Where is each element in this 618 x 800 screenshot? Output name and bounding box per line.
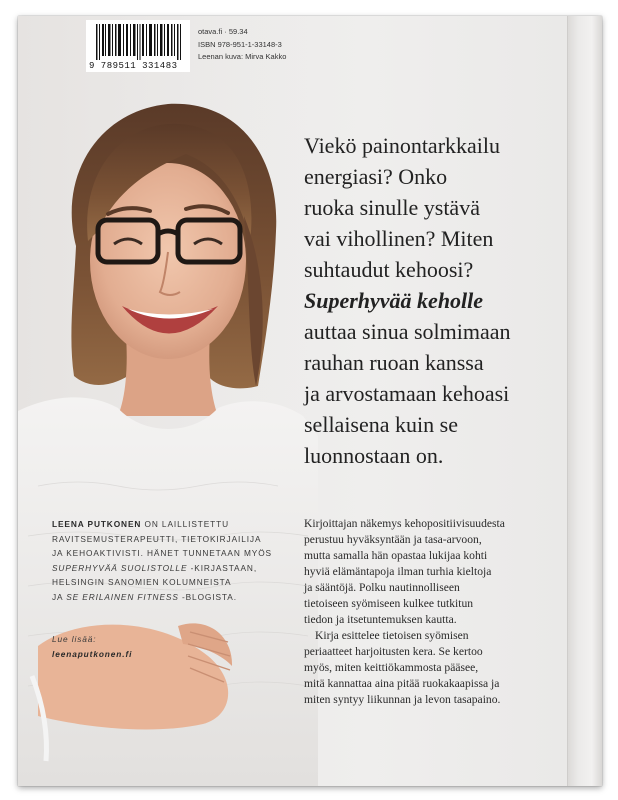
photo-credit: Leenan kuva: Mirva Kakko (198, 52, 287, 61)
headline-line: ruoka sinulle ystävä (304, 195, 480, 220)
description-line: mutta samalla hän opastaa lukijaa kohti (304, 549, 488, 562)
isbn: ISBN 978-951-1-33148-3 (198, 39, 282, 49)
headline-line: sellaisena kuin se (304, 412, 458, 437)
book-back-cover (18, 16, 602, 786)
publisher-site-code: otava.fi · 59.34 (198, 27, 248, 36)
headline-line: auttaa sinua solmimaan (304, 319, 511, 344)
description-line: myös, miten keittiökammosta pääsee, (304, 661, 479, 674)
author-bio-text: -BLOGISTA. (178, 591, 237, 602)
author-website-link[interactable]: leenaputkonen.fi (52, 648, 133, 659)
barcode-number: 9 789511 331483 (89, 61, 178, 71)
description-line: ja sääntöjä. Polku nautinnolliseen (304, 581, 460, 594)
book-title: Superhyvää keholle (304, 288, 484, 313)
description-line: miten syntyy liikunnan ja levon tasapaino. (304, 693, 501, 706)
description-line: tietoiseen syömiseen kulkee tutkitun (304, 597, 474, 610)
author-bio (52, 517, 314, 605)
headline-line: Viekö painontarkkailu (304, 133, 501, 158)
description-line: Kirjoittajan näkemys kehopositiivisuudesta (304, 517, 505, 530)
headline-line: ja arvostamaan kehoasi (304, 381, 510, 406)
author-bio-text: JA (52, 591, 67, 602)
description-text (304, 516, 566, 708)
read-more (52, 632, 132, 661)
barcode (86, 20, 190, 72)
description-line: tiedon ja itsetuntemuksen kautta. (304, 613, 457, 626)
read-more-label: Lue lisää: (52, 634, 97, 644)
blog-name: SE ERILAINEN FITNESS (66, 591, 179, 602)
description-line: mitä kannattaa aina pitää ruokakaapissa ja (304, 677, 500, 690)
description-line: Kirja esittelee tietoisen syömisen (315, 629, 469, 642)
headline-line: rauhan ruoan kanssa (304, 350, 484, 375)
author-bio-line (52, 590, 314, 605)
author-bio-text: ON LAILLISTETTU (141, 519, 229, 529)
headline-line: suhtaudut kehoosi? (304, 257, 474, 282)
author-name: LEENA PUTKONEN (52, 519, 142, 529)
description-line: periaatteet harjoitusten kera. Se kertoo (304, 645, 483, 658)
author-bio-line: JA KEHOAKTIVISTI. HÄNET TUNNETAAN MYÖS (52, 548, 272, 559)
headline-line: luonnostaan on. (304, 443, 444, 468)
publisher-info (198, 26, 286, 64)
description-line: hyviä elämäntapoja ilman turhia kieltoja (304, 565, 492, 578)
author-bio-line (52, 517, 314, 532)
author-photo (18, 16, 318, 786)
author-bio-line: RAVITSEMUSTERAPEUTTI, TIETOKIRJAILIJA (52, 533, 262, 544)
headline-text (304, 130, 594, 471)
headline-line: energiasi? Onko (304, 164, 448, 189)
headline-line: vai vihollinen? Miten (304, 226, 494, 251)
author-bio-line: HELSINGIN SANOMIEN KOLUMNEISTA (52, 577, 232, 588)
previous-book-title: SUPERHYVÄÄ SUOLISTOLLE (52, 562, 188, 573)
author-bio-text: -KIRJASTAAN, (187, 562, 258, 573)
description-line: perustuu hyväksyntään ja tasa-arvoon, (304, 533, 482, 546)
barcode-bars (96, 24, 182, 60)
author-bio-line (52, 561, 314, 576)
